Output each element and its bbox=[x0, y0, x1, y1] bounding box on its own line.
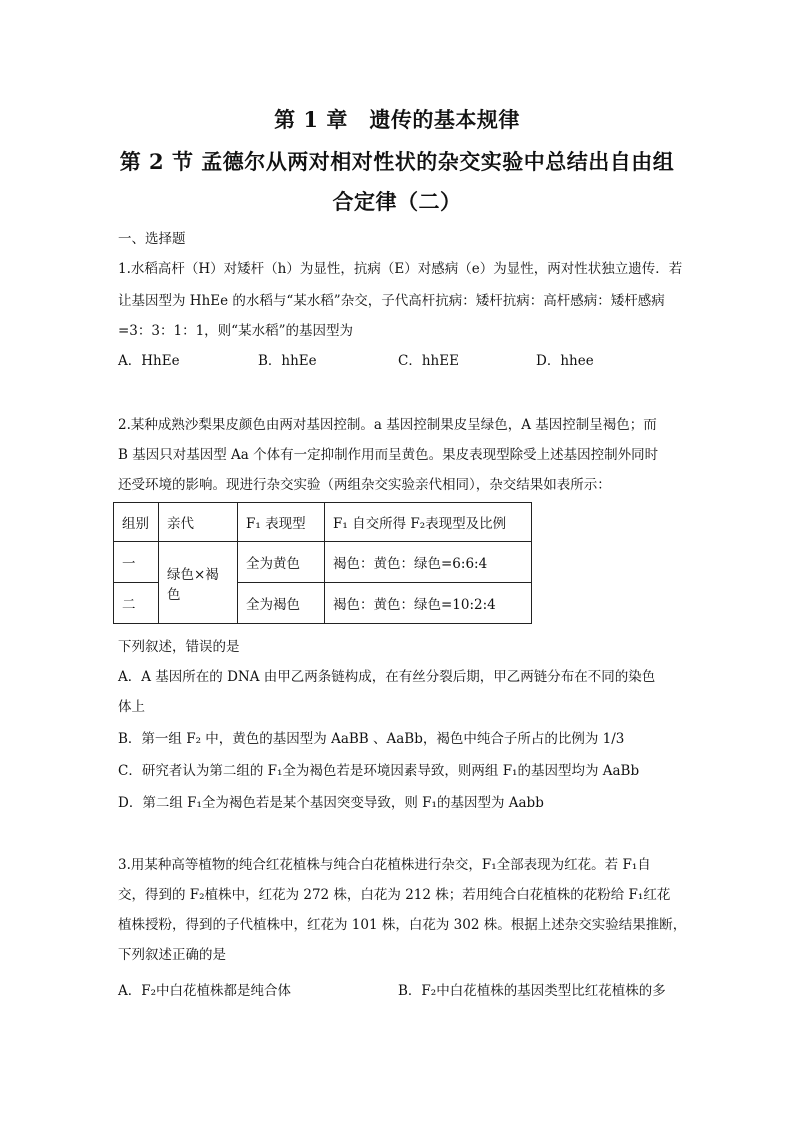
table-cell-f1: 全为黄色 bbox=[238, 542, 325, 583]
q2-line-2: B 基因只对基因型 Aa 个体有一定抑制作用而呈黄色。果皮表现型除受上述基因控制外同时 bbox=[118, 447, 659, 463]
q1-option-b: B．hhEe bbox=[258, 353, 317, 369]
table-header-f2: F₁ 自交所得 F₂表现型及比例 bbox=[325, 503, 532, 542]
table-header-group: 组别 bbox=[114, 503, 159, 542]
table-cell-f2: 褐色：黄色：绿色=10:2:4 bbox=[325, 583, 532, 624]
q3-line-3: 植株授粉，得到的子代植株中，红花为 101 株，白花为 302 株。根据上述杂交实验结果推断， bbox=[118, 917, 687, 933]
table-row bbox=[114, 542, 532, 583]
q2-option-a-line2: 体上 bbox=[118, 699, 145, 715]
table-header-f1: F₁ 表现型 bbox=[238, 503, 325, 542]
q2-option-c: C．研究者认为第二组的 F₁全为褐色若是环境因素导致，则两组 F₁的基因型均为 AaBb bbox=[118, 763, 640, 779]
q2-stem: 下列叙述，错误的是 bbox=[118, 639, 240, 655]
q3-option-a: A．F₂中白花植株都是纯合体 bbox=[118, 983, 292, 999]
q1-line-1: 1.水稻高杆（H）对矮杆（h）为显性，抗病（E）对感病（e）为显性，两对性状独立遗传．若 bbox=[118, 261, 683, 277]
chapter-title: 第 1 章 遗传的基本规律 bbox=[274, 107, 520, 132]
q1-option-d: D．hhee bbox=[536, 353, 594, 369]
q2-line-1: 2.某种成熟沙梨果皮颜色由两对基因控制。a 基因控制果皮呈绿色，A 基因控制呈褐色；而 bbox=[118, 417, 657, 433]
table-cell-group: 一 bbox=[114, 542, 159, 583]
table-cell-f2: 褐色：黄色：绿色=6:6:4 bbox=[325, 542, 532, 583]
table-cell-group: 二 bbox=[114, 583, 159, 624]
q3-line-1: 3.用某种高等植物的纯合红花植株与纯合白花植株进行杂交，F₁全部表现为红花。若 F₁自 bbox=[118, 857, 651, 873]
q1-line-2: 让基因型为 HhEe 的水稻与“某水稻”杂交，子代高杆抗病：矮杆抗病：高杆感病：矮杆感病 bbox=[118, 293, 665, 309]
q1-line-3: =3：3：1：1，则“某水稻”的基因型为 bbox=[118, 323, 353, 339]
q1-option-c: C．hhEE bbox=[398, 353, 459, 369]
q3-line-4: 下列叙述正确的是 bbox=[118, 947, 226, 963]
q1-option-a: A．HhEe bbox=[118, 353, 180, 369]
q3-option-b: B．F₂中白花植株的基因类型比红花植株的多 bbox=[398, 983, 666, 999]
q3-line-2: 交，得到的 F₂植株中，红花为 272 株，白花为 212 株；若用纯合白花植株的花粉给 F₁红花 bbox=[118, 887, 671, 903]
section-title-line2: 合定律（二） bbox=[332, 189, 462, 214]
q2-line-3: 还受环境的影响。现进行杂交实验（两组杂交实验亲代相同），杂交结果如表所示： bbox=[118, 477, 611, 493]
q2-option-a-line1: A．A 基因所在的 DNA 由甲乙两条链构成，在有丝分裂后期，甲乙两链分布在不同的染色 bbox=[118, 669, 656, 685]
section-title-line1: 第 2 节 孟德尔从两对相对性状的杂交实验中总结出自由组 bbox=[119, 149, 675, 174]
q2-option-b: B．第一组 F₂ 中，黄色的基因型为 AaBB 、AaBb，褐色中纯合子所占的比例为 1/3 bbox=[118, 731, 625, 747]
table-cell-f1: 全为褐色 bbox=[238, 583, 325, 624]
results-table bbox=[113, 502, 532, 624]
table-cell-parent: 绿色×褐色 bbox=[159, 542, 238, 624]
table-header-row bbox=[114, 503, 532, 542]
table-header-parent: 亲代 bbox=[159, 503, 238, 542]
q2-option-d: D．第二组 F₁全为褐色若是某个基因突变导致，则 F₁的基因型为 Aabb bbox=[118, 795, 544, 811]
part-label: 一、选择题 bbox=[118, 231, 186, 247]
